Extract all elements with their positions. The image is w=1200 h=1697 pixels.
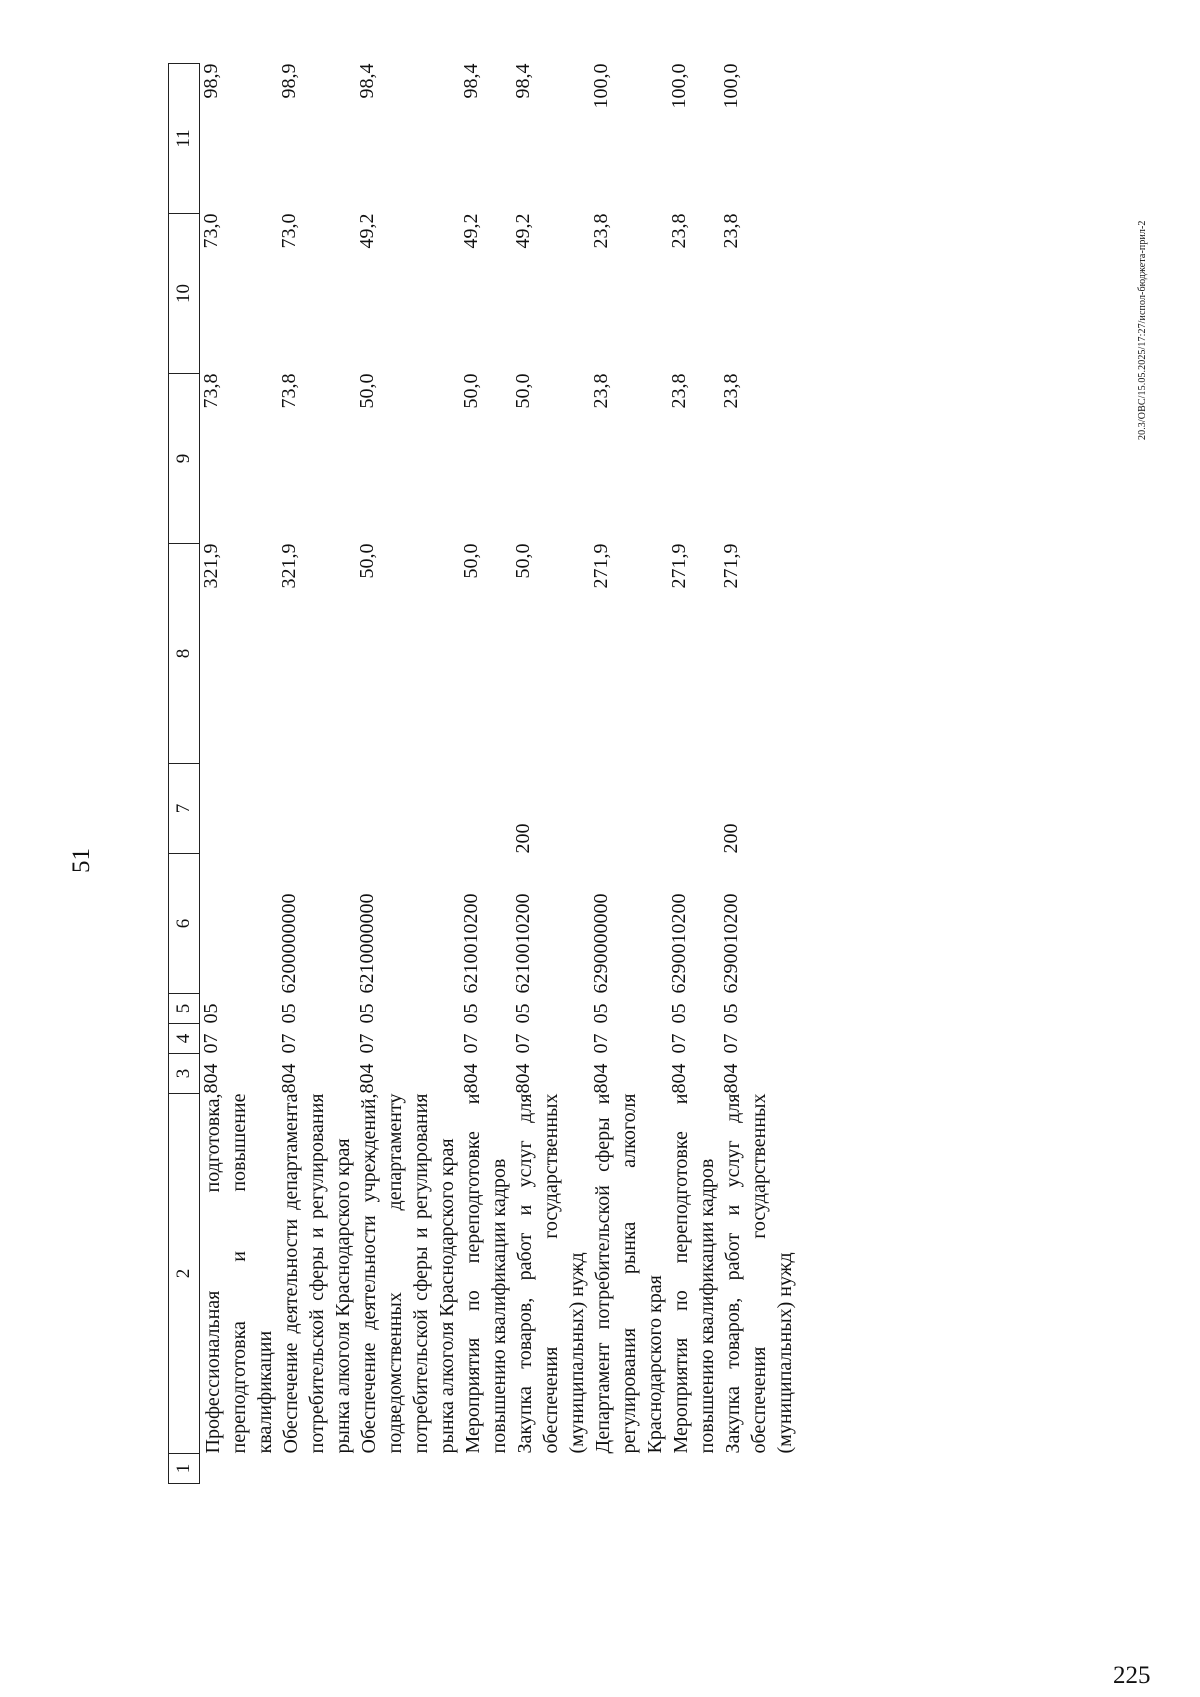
footer-code: 20.3/OBC/15.05.2025/17:27/испол-бюджета-прил-2 — [1137, 220, 1148, 440]
cell-c7: 200 — [512, 823, 534, 854]
cell-c8: 321,9 — [200, 543, 222, 589]
table-row — [668, 64, 720, 1484]
row-name: Мероприятия по переподготовке и повышению квалификации кадров — [462, 1093, 510, 1454]
sheet-number: 51 — [68, 848, 95, 873]
cell-c7 — [356, 764, 460, 854]
cell-c6: 6210010200 — [512, 893, 534, 994]
cell-c7 — [460, 764, 512, 854]
row-name: Обеспечение деятельности департамента потребительской сферы и регулирования рынка алкоголя Краснодарского края — [280, 1093, 354, 1454]
cell-c10: 23,8 — [668, 213, 690, 249]
table-row — [512, 64, 590, 1484]
row-name: Обеспечение деятельности учреждений, подведомственных департаменту потребительской сферы и регулирования рынка алкоголя Краснодарского края — [358, 1093, 458, 1454]
cell-c11: 98,4 — [512, 63, 534, 99]
cell-c9: 23,8 — [720, 373, 742, 409]
cell-c5: 05 — [720, 1003, 742, 1024]
col-header: 7 — [169, 764, 200, 854]
cell-c6: 6200000000 — [278, 893, 300, 994]
cell-c3: 804 — [200, 1063, 222, 1094]
cell-c11: 98,9 — [200, 63, 222, 99]
cell-c6: 6290010200 — [720, 893, 742, 994]
cell-c3: 804 — [278, 1063, 300, 1094]
cell-c7 — [278, 764, 356, 854]
cell-c8: 50,0 — [460, 543, 482, 579]
cell-c9: 23,8 — [590, 373, 612, 409]
cell-c5: 05 — [356, 1003, 378, 1024]
row-name: Закупка товаров, работ и услуг для обеспечения государственных (муниципальных) нужд — [514, 1093, 588, 1454]
cell-c5: 05 — [460, 1003, 482, 1024]
cell-c5: 05 — [278, 1003, 300, 1024]
cell-c3: 804 — [512, 1063, 534, 1094]
cell-c11: 100,0 — [590, 63, 612, 109]
page-number: 225 — [1113, 1662, 1151, 1689]
cell-c8: 321,9 — [278, 543, 300, 589]
row-name: Мероприятия по переподготовке и повышению квалификации кадров — [670, 1093, 718, 1454]
cell-c5: 05 — [512, 1003, 534, 1024]
col-header: 3 — [169, 1054, 200, 1094]
cell-c8: 271,9 — [668, 543, 690, 589]
cell-c9: 23,8 — [668, 373, 690, 409]
cell-c8: 50,0 — [512, 543, 534, 579]
cell-c6: 6210000000 — [356, 893, 378, 994]
cell-c7 — [590, 764, 668, 854]
cell-c4: 07 — [590, 1033, 612, 1054]
cell-c3: 804 — [460, 1063, 482, 1094]
cell-c10: 49,2 — [512, 213, 534, 249]
cell-c4: 07 — [460, 1033, 482, 1054]
cell-c6 — [200, 854, 279, 994]
cell-c4: 07 — [356, 1033, 378, 1054]
col-header: 8 — [169, 544, 200, 764]
cell-c6: 6290010200 — [668, 893, 690, 994]
cell-c5: 05 — [590, 1003, 612, 1024]
cell-c11: 98,9 — [278, 63, 300, 99]
cell-col1 — [720, 1454, 798, 1484]
cell-c10: 23,8 — [590, 213, 612, 249]
cell-c4: 07 — [512, 1033, 534, 1054]
cell-c10: 73,0 — [278, 213, 300, 249]
table-row — [720, 64, 798, 1484]
cell-col1 — [512, 1454, 590, 1484]
cell-c10: 49,2 — [356, 213, 378, 249]
col-header: 5 — [169, 994, 200, 1024]
cell-c9: 50,0 — [460, 373, 482, 409]
cell-c8: 271,9 — [590, 543, 612, 589]
col-header: 10 — [169, 214, 200, 374]
cell-c10: 49,2 — [460, 213, 482, 249]
cell-c4: 07 — [200, 1033, 222, 1054]
cell-c11: 100,0 — [668, 63, 690, 109]
col-header: 4 — [169, 1024, 200, 1054]
cell-c3: 804 — [356, 1063, 378, 1094]
table-row — [590, 64, 668, 1484]
cell-c10: 73,0 — [200, 213, 222, 249]
cell-c7 — [200, 764, 279, 854]
table-row — [278, 64, 356, 1484]
cell-c7 — [668, 764, 720, 854]
table-row — [460, 64, 512, 1484]
cell-col1 — [278, 1454, 356, 1484]
budget-table — [168, 63, 798, 1484]
cell-c8: 50,0 — [356, 543, 378, 579]
cell-c10: 23,8 — [720, 213, 742, 249]
cell-c6: 6290000000 — [590, 893, 612, 994]
cell-col1 — [200, 1454, 279, 1484]
col-header: 9 — [169, 374, 200, 544]
cell-c5: 05 — [668, 1003, 690, 1024]
table-row — [200, 64, 279, 1484]
cell-col1 — [668, 1454, 720, 1484]
cell-c3: 804 — [720, 1063, 742, 1094]
cell-c4: 07 — [278, 1033, 300, 1054]
table-row — [356, 64, 460, 1484]
cell-col1 — [590, 1454, 668, 1484]
cell-c11: 100,0 — [720, 63, 742, 109]
header-row — [169, 64, 200, 1484]
cell-c7: 200 — [720, 823, 742, 854]
row-name: Департамент потребительской сферы и регулирования рынка алкоголя Краснодарского края — [592, 1093, 666, 1454]
cell-c11: 98,4 — [356, 63, 378, 99]
cell-c9: 50,0 — [356, 373, 378, 409]
col-header: 11 — [169, 64, 200, 214]
cell-c9: 73,8 — [278, 373, 300, 409]
cell-c8: 271,9 — [720, 543, 742, 589]
cell-col1 — [460, 1454, 512, 1484]
cell-c4: 07 — [668, 1033, 690, 1054]
col-header: 6 — [169, 854, 200, 994]
cell-c6: 6210010200 — [460, 893, 482, 994]
cell-c11: 98,4 — [460, 63, 482, 99]
col-header: 2 — [169, 1094, 200, 1454]
cell-col1 — [356, 1454, 460, 1484]
row-name: Закупка товаров, работ и услуг для обеспечения государственных (муниципальных) нужд — [722, 1093, 796, 1454]
cell-c9: 73,8 — [200, 373, 222, 409]
cell-c9: 50,0 — [512, 373, 534, 409]
cell-c5: 05 — [200, 1003, 222, 1024]
col-header: 1 — [169, 1454, 200, 1484]
cell-c4: 07 — [720, 1033, 742, 1054]
cell-c3: 804 — [590, 1063, 612, 1094]
cell-c3: 804 — [668, 1063, 690, 1094]
row-name: Профессиональная подготовка, переподготовка и повышение квалификации — [202, 1093, 276, 1454]
